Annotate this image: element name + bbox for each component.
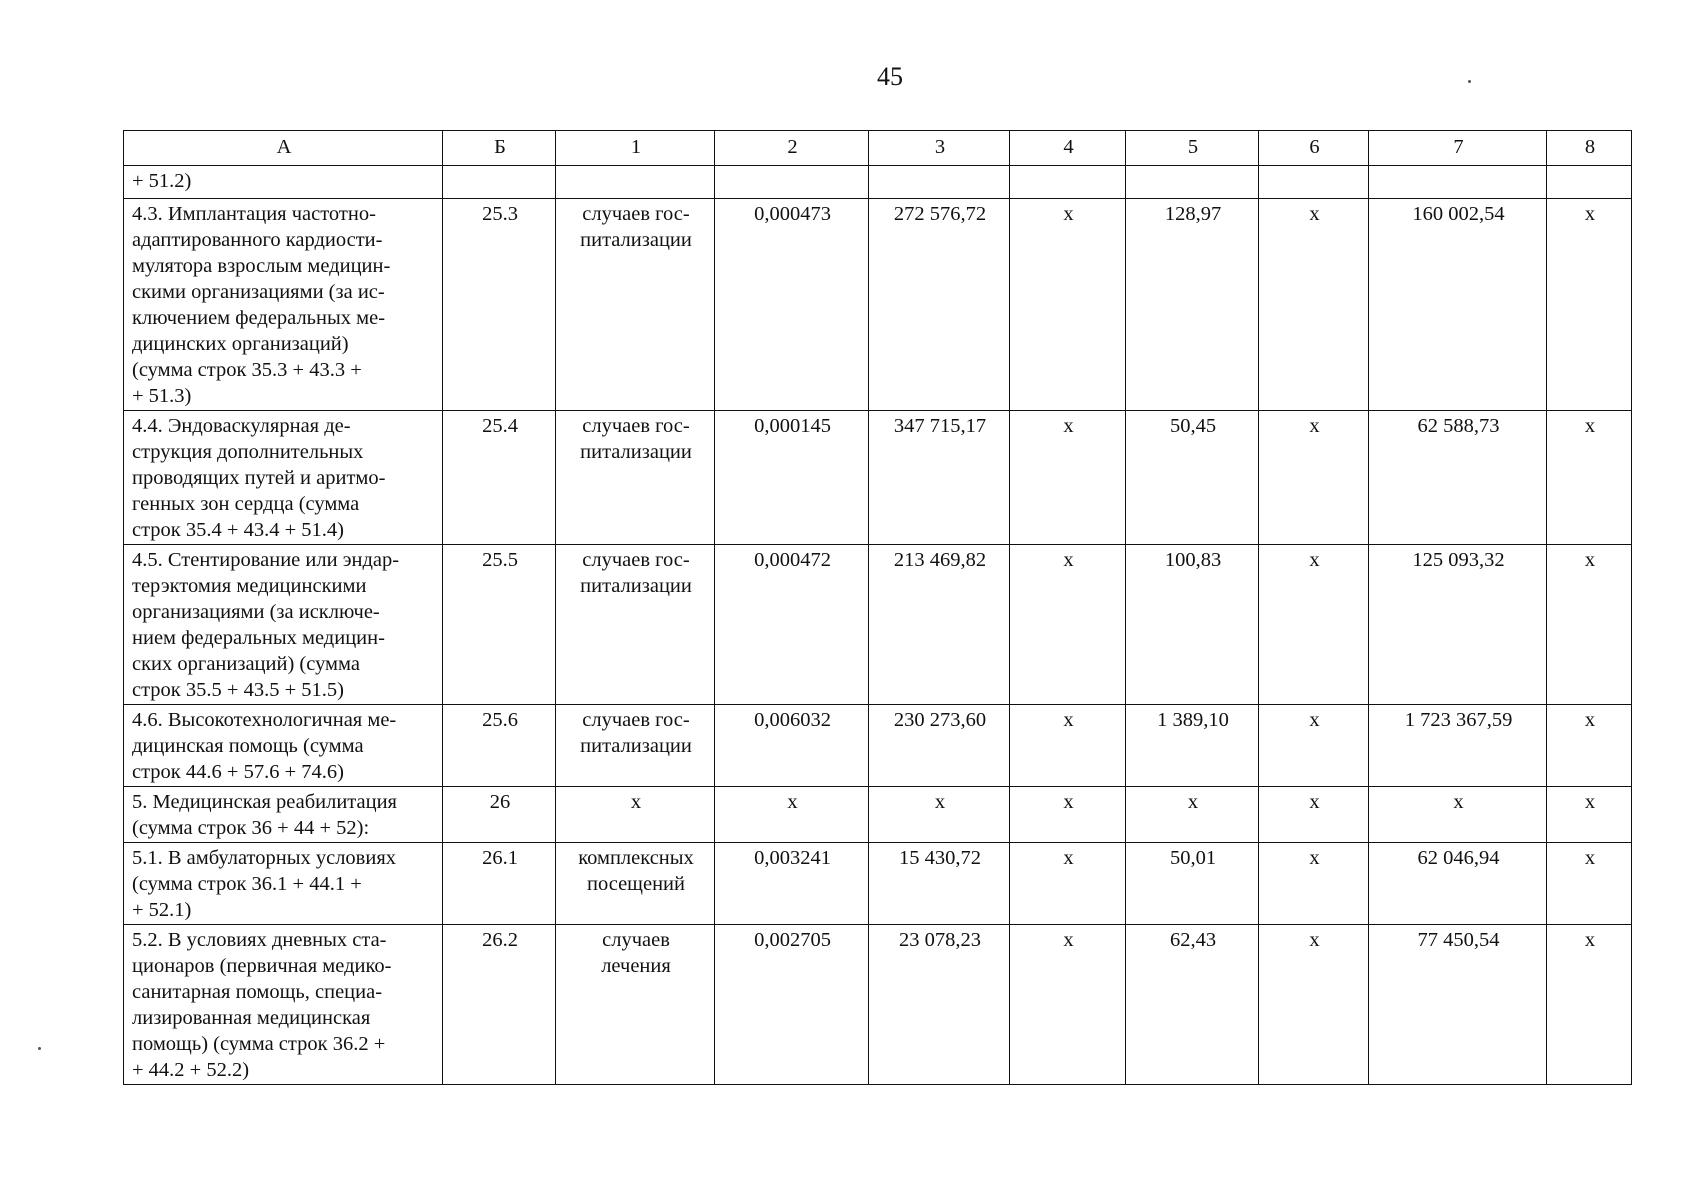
table-row — [124, 545, 1632, 705]
value-cell: х — [1010, 925, 1126, 1085]
value-cell: х — [1010, 787, 1126, 843]
value-cell: 77 450,54 — [1369, 925, 1547, 1085]
value-cell: х — [1259, 925, 1369, 1085]
table-row — [124, 705, 1632, 787]
row-code: 25.3 — [443, 199, 556, 411]
value-cell: х — [1547, 787, 1632, 843]
value-cell: 1 389,10 — [1126, 705, 1259, 787]
column-header: 5 — [1126, 131, 1259, 166]
value-cell: 125 093,32 — [1369, 545, 1547, 705]
value-cell: 15 430,72 — [869, 843, 1010, 925]
value-cell: 62 588,73 — [1369, 411, 1547, 545]
value-cell: 62,43 — [1126, 925, 1259, 1085]
value-cell: х — [1126, 787, 1259, 843]
table-row — [124, 925, 1632, 1085]
value-cell: х — [1547, 925, 1632, 1085]
value-cell: 0,002705 — [715, 925, 869, 1085]
column-header: 1 — [556, 131, 715, 166]
table-row — [124, 787, 1632, 843]
row-description: 4.6. Высокотехнологичная ме- дицинская помощь (сумма строк 44.6 + 57.6 + 74.6) — [124, 705, 443, 787]
value-cell: х — [1010, 545, 1126, 705]
value-cell: х — [1010, 411, 1126, 545]
value-cell: х — [1547, 545, 1632, 705]
value-cell: 50,01 — [1126, 843, 1259, 925]
row-code: 25.5 — [443, 545, 556, 705]
value-cell: 62 046,94 — [1369, 843, 1547, 925]
row-code: 26.1 — [443, 843, 556, 925]
value-cell: х — [715, 787, 869, 843]
row-description: 5.1. В амбулаторных условиях (сумма строк 36.1 + 44.1 + + 52.1) — [124, 843, 443, 925]
value-cell — [1369, 166, 1547, 199]
value-cell — [869, 166, 1010, 199]
row-description: 4.5. Стентирование или эндар- терэктомия медицинскими организациями (за исключе- нием федеральных медицин- ских организаций) (сумма строк 35.5 + 43.5 + 51.5) — [124, 545, 443, 705]
table-row — [124, 166, 1632, 199]
unit-cell: х — [556, 787, 715, 843]
value-cell — [1547, 166, 1632, 199]
row-code: 25.4 — [443, 411, 556, 545]
data-table — [123, 130, 1632, 1085]
column-header: 7 — [1369, 131, 1547, 166]
row-description: 4.3. Имплантация частотно- адаптированного кардиости- мулятора взрослым медицин- скими организациями (за ис- ключением федеральных ме- дицинских организаций) (сумма строк 35.3 + 43.3 + + 51.3) — [124, 199, 443, 411]
unit-cell: случаев гос- питализации — [556, 545, 715, 705]
value-cell: х — [1010, 199, 1126, 411]
value-cell: х — [1259, 411, 1369, 545]
value-cell: 50,45 — [1126, 411, 1259, 545]
row-description: 5.2. В условиях дневных ста- ционаров (первичная медико- санитарная помощь, специа- лизированная медицинская помощь) (сумма строк 36.2 + + 44.2 + 52.2) — [124, 925, 443, 1085]
unit-cell: комплексных посещений — [556, 843, 715, 925]
value-cell — [1126, 166, 1259, 199]
value-cell: 23 078,23 — [869, 925, 1010, 1085]
unit-cell: случаев гос- питализации — [556, 705, 715, 787]
value-cell: 347 715,17 — [869, 411, 1010, 545]
unit-cell: случаев гос- питализации — [556, 411, 715, 545]
value-cell — [1010, 166, 1126, 199]
value-cell: 160 002,54 — [1369, 199, 1547, 411]
table-header-row — [124, 131, 1632, 166]
table-row — [124, 843, 1632, 925]
column-header: 4 — [1010, 131, 1126, 166]
value-cell: х — [1259, 705, 1369, 787]
value-cell: х — [1547, 199, 1632, 411]
row-description: + 51.2) — [124, 166, 443, 199]
value-cell: х — [1010, 843, 1126, 925]
row-description: 4.4. Эндоваскулярная де- струкция дополнительных проводящих путей и аритмо- генных зон сердца (сумма строк 35.4 + 43.4 + 51.4) — [124, 411, 443, 545]
column-header: А — [124, 131, 443, 166]
row-code: 25.6 — [443, 705, 556, 787]
value-cell: 230 273,60 — [869, 705, 1010, 787]
value-cell: 272 576,72 — [869, 199, 1010, 411]
value-cell: 0,003241 — [715, 843, 869, 925]
value-cell: 0,006032 — [715, 705, 869, 787]
value-cell: 100,83 — [1126, 545, 1259, 705]
scan-speck — [38, 1047, 41, 1050]
row-code — [443, 166, 556, 199]
scan-speck — [1468, 80, 1471, 83]
value-cell: х — [1547, 843, 1632, 925]
value-cell: х — [1010, 705, 1126, 787]
value-cell: х — [1259, 787, 1369, 843]
column-header: Б — [443, 131, 556, 166]
row-code: 26 — [443, 787, 556, 843]
column-header: 6 — [1259, 131, 1369, 166]
value-cell: 0,000145 — [715, 411, 869, 545]
value-cell: 0,000473 — [715, 199, 869, 411]
value-cell: х — [1259, 199, 1369, 411]
value-cell: х — [869, 787, 1010, 843]
table-row — [124, 411, 1632, 545]
row-code: 26.2 — [443, 925, 556, 1085]
value-cell — [715, 166, 869, 199]
table-row — [124, 199, 1632, 411]
page-number: 45 — [877, 62, 903, 91]
value-cell: х — [1547, 705, 1632, 787]
unit-cell: случаев лечения — [556, 925, 715, 1085]
unit-cell — [556, 166, 715, 199]
value-cell — [1259, 166, 1369, 199]
value-cell: х — [1259, 545, 1369, 705]
value-cell: 1 723 367,59 — [1369, 705, 1547, 787]
column-header: 3 — [869, 131, 1010, 166]
unit-cell: случаев гос- питализации — [556, 199, 715, 411]
row-description: 5. Медицинская реабилитация (сумма строк 36 + 44 + 52): — [124, 787, 443, 843]
column-header: 8 — [1547, 131, 1632, 166]
column-header: 2 — [715, 131, 869, 166]
value-cell: х — [1369, 787, 1547, 843]
value-cell: х — [1259, 843, 1369, 925]
value-cell: х — [1547, 411, 1632, 545]
value-cell: 0,000472 — [715, 545, 869, 705]
value-cell: 128,97 — [1126, 199, 1259, 411]
value-cell: 213 469,82 — [869, 545, 1010, 705]
